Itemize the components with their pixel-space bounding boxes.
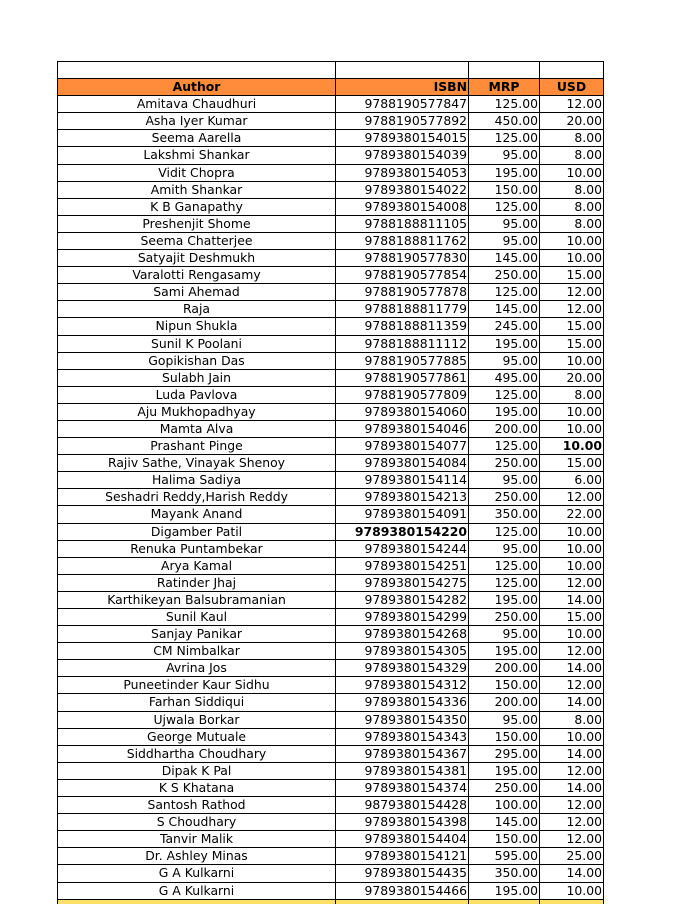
- isbn-cell: 9789380154268: [336, 626, 469, 643]
- usd-cell: 10.00: [540, 728, 604, 745]
- table-row: [58, 420, 604, 437]
- usd-cell: 10.00: [540, 557, 604, 574]
- author-cell: Vidit Chopra: [58, 164, 336, 181]
- table-row: [58, 797, 604, 814]
- footer-cell: [540, 899, 604, 904]
- usd-cell: 20.00: [540, 369, 604, 386]
- isbn-cell: 9789380154367: [336, 745, 469, 762]
- usd-cell: 12.00: [540, 814, 604, 831]
- author-cell: Ratinder Jhaj: [58, 574, 336, 591]
- table-row: [58, 865, 604, 882]
- usd-cell: 12.00: [540, 677, 604, 694]
- isbn-cell: 9789380154398: [336, 814, 469, 831]
- usd-cell: 15.00: [540, 609, 604, 626]
- blank-cell: [469, 62, 540, 79]
- table-row: [58, 643, 604, 660]
- usd-cell: 8.00: [540, 215, 604, 232]
- mrp-cell: 350.00: [469, 506, 540, 523]
- author-cell: Raja: [58, 301, 336, 318]
- author-cell: Seema Aarella: [58, 130, 336, 147]
- mrp-cell: 195.00: [469, 643, 540, 660]
- usd-cell: 8.00: [540, 711, 604, 728]
- author-cell: Siddhartha Choudhary: [58, 745, 336, 762]
- usd-cell: 6.00: [540, 472, 604, 489]
- table-row: [58, 660, 604, 677]
- isbn-cell: 9788190577861: [336, 369, 469, 386]
- author-cell: Sulabh Jain: [58, 369, 336, 386]
- table-row: [58, 574, 604, 591]
- isbn-cell: 9789380154015: [336, 130, 469, 147]
- footer-cell: [58, 899, 336, 904]
- header-usd: USD: [540, 79, 604, 96]
- isbn-cell: 9789380154053: [336, 164, 469, 181]
- author-cell: Santosh Rathod: [58, 797, 336, 814]
- isbn-cell: 9788190577809: [336, 386, 469, 403]
- table-row: [58, 232, 604, 249]
- mrp-cell: 95.00: [469, 215, 540, 232]
- author-cell: Halima Sadiya: [58, 472, 336, 489]
- header-row: [58, 79, 604, 96]
- usd-cell: 12.00: [540, 574, 604, 591]
- footer-cell: [336, 899, 469, 904]
- usd-cell: 10.00: [540, 420, 604, 437]
- usd-cell: 8.00: [540, 198, 604, 215]
- table-row: [58, 369, 604, 386]
- mrp-cell: 295.00: [469, 745, 540, 762]
- mrp-cell: 195.00: [469, 335, 540, 352]
- mrp-cell: 150.00: [469, 728, 540, 745]
- mrp-cell: 350.00: [469, 865, 540, 882]
- isbn-cell: 9789380154091: [336, 506, 469, 523]
- usd-cell: 12.00: [540, 489, 604, 506]
- mrp-cell: 95.00: [469, 711, 540, 728]
- author-cell: Amitava Chaudhuri: [58, 96, 336, 113]
- isbn-cell: 9788190577878: [336, 284, 469, 301]
- mrp-cell: 150.00: [469, 181, 540, 198]
- author-cell: Nipun Shukla: [58, 318, 336, 335]
- isbn-cell: 9789380154312: [336, 677, 469, 694]
- usd-cell: 25.00: [540, 848, 604, 865]
- usd-cell: 10.00: [540, 540, 604, 557]
- isbn-cell: 9789380154022: [336, 181, 469, 198]
- isbn-cell: 9789380154039: [336, 147, 469, 164]
- mrp-cell: 95.00: [469, 232, 540, 249]
- mrp-cell: 195.00: [469, 762, 540, 779]
- table-row: [58, 438, 604, 455]
- table-row: [58, 301, 604, 318]
- mrp-cell: 145.00: [469, 301, 540, 318]
- table-row: [58, 557, 604, 574]
- usd-cell: 10.00: [540, 882, 604, 899]
- isbn-cell: 9788188811762: [336, 232, 469, 249]
- usd-cell: 10.00: [540, 352, 604, 369]
- mrp-cell: 150.00: [469, 677, 540, 694]
- blank-cell: [58, 62, 336, 79]
- mrp-cell: 125.00: [469, 386, 540, 403]
- table-row: [58, 814, 604, 831]
- mrp-cell: 250.00: [469, 455, 540, 472]
- table-row: [58, 181, 604, 198]
- author-cell: G A Kulkarni: [58, 865, 336, 882]
- usd-cell: 20.00: [540, 113, 604, 130]
- isbn-cell: 9789380154466: [336, 882, 469, 899]
- blank-cell: [336, 62, 469, 79]
- table-row: [58, 831, 604, 848]
- author-cell: Sunil Kaul: [58, 609, 336, 626]
- table-row: [58, 386, 604, 403]
- mrp-cell: 200.00: [469, 694, 540, 711]
- usd-cell: 12.00: [540, 831, 604, 848]
- table-row: [58, 779, 604, 796]
- author-cell: Dipak K Pal: [58, 762, 336, 779]
- table-row: [58, 96, 604, 113]
- isbn-cell: 9788190577885: [336, 352, 469, 369]
- table-row: [58, 403, 604, 420]
- usd-cell: 12.00: [540, 96, 604, 113]
- usd-cell: 14.00: [540, 865, 604, 882]
- usd-cell: 10.00: [540, 438, 604, 455]
- table-row: [58, 728, 604, 745]
- table-row: [58, 113, 604, 130]
- mrp-cell: 145.00: [469, 250, 540, 267]
- table-row: [58, 523, 604, 540]
- isbn-cell: 9788188811112: [336, 335, 469, 352]
- header-author: Author: [58, 79, 336, 96]
- table-row: [58, 147, 604, 164]
- author-cell: Dr. Ashley Minas: [58, 848, 336, 865]
- table-row: [58, 250, 604, 267]
- table-row: [58, 540, 604, 557]
- usd-cell: 14.00: [540, 745, 604, 762]
- usd-cell: 8.00: [540, 147, 604, 164]
- usd-cell: 14.00: [540, 660, 604, 677]
- mrp-cell: 200.00: [469, 660, 540, 677]
- author-cell: Seshadri Reddy,Harish Reddy: [58, 489, 336, 506]
- table-row: [58, 506, 604, 523]
- isbn-cell: 9789380154046: [336, 420, 469, 437]
- mrp-cell: 595.00: [469, 848, 540, 865]
- footer-cell: [469, 899, 540, 904]
- mrp-cell: 125.00: [469, 557, 540, 574]
- mrp-cell: 195.00: [469, 403, 540, 420]
- table-row: [58, 745, 604, 762]
- author-cell: Sunil K Poolani: [58, 335, 336, 352]
- mrp-cell: 95.00: [469, 626, 540, 643]
- isbn-cell: 9788188811359: [336, 318, 469, 335]
- author-cell: Digamber Patil: [58, 523, 336, 540]
- mrp-cell: 125.00: [469, 198, 540, 215]
- isbn-cell: 9789380154114: [336, 472, 469, 489]
- isbn-cell: 9789380154350: [336, 711, 469, 728]
- usd-cell: 12.00: [540, 762, 604, 779]
- isbn-cell: 9789380154343: [336, 728, 469, 745]
- isbn-cell: 9788190577854: [336, 267, 469, 284]
- isbn-cell: 9789380154008: [336, 198, 469, 215]
- mrp-cell: 95.00: [469, 352, 540, 369]
- mrp-cell: 145.00: [469, 814, 540, 831]
- author-cell: Luda Pavlova: [58, 386, 336, 403]
- isbn-cell: 9788190577847: [336, 96, 469, 113]
- author-cell: Seema Chatterjee: [58, 232, 336, 249]
- mrp-cell: 495.00: [469, 369, 540, 386]
- usd-cell: 15.00: [540, 335, 604, 352]
- isbn-cell: 9789380154305: [336, 643, 469, 660]
- isbn-cell: 9789380154084: [336, 455, 469, 472]
- mrp-cell: 100.00: [469, 797, 540, 814]
- table-row: [58, 762, 604, 779]
- usd-cell: 14.00: [540, 694, 604, 711]
- author-cell: Varalotti Rengasamy: [58, 267, 336, 284]
- usd-cell: 12.00: [540, 284, 604, 301]
- usd-cell: 10.00: [540, 250, 604, 267]
- table-row: [58, 711, 604, 728]
- table-row: [58, 335, 604, 352]
- author-cell: S Choudhary: [58, 814, 336, 831]
- table-row: [58, 215, 604, 232]
- usd-cell: 12.00: [540, 643, 604, 660]
- isbn-cell: 9789380154244: [336, 540, 469, 557]
- isbn-cell: 9789380154220: [336, 523, 469, 540]
- isbn-cell: 9789380154121: [336, 848, 469, 865]
- author-cell: Puneetinder Kaur Sidhu: [58, 677, 336, 694]
- table-row: [58, 455, 604, 472]
- usd-cell: 15.00: [540, 267, 604, 284]
- table-row: [58, 472, 604, 489]
- price-list-table: [57, 61, 604, 904]
- author-cell: Mamta Alva: [58, 420, 336, 437]
- table-row: [58, 882, 604, 899]
- author-cell: CM Nimbalkar: [58, 643, 336, 660]
- author-cell: Rajiv Sathe, Vinayak Shenoy: [58, 455, 336, 472]
- author-cell: Ujwala Borkar: [58, 711, 336, 728]
- mrp-cell: 450.00: [469, 113, 540, 130]
- isbn-cell: 9789380154275: [336, 574, 469, 591]
- isbn-cell: 9788188811105: [336, 215, 469, 232]
- author-cell: Avrina Jos: [58, 660, 336, 677]
- isbn-cell: 9789380154435: [336, 865, 469, 882]
- author-cell: Aju Mukhopadhyay: [58, 403, 336, 420]
- isbn-cell: 9789380154336: [336, 694, 469, 711]
- mrp-cell: 245.00: [469, 318, 540, 335]
- mrp-cell: 125.00: [469, 130, 540, 147]
- author-cell: Satyajit Deshmukh: [58, 250, 336, 267]
- mrp-cell: 125.00: [469, 574, 540, 591]
- table-row: [58, 626, 604, 643]
- isbn-cell: 9789380154374: [336, 779, 469, 796]
- mrp-cell: 250.00: [469, 609, 540, 626]
- isbn-cell: 9789380154282: [336, 591, 469, 608]
- usd-cell: 10.00: [540, 626, 604, 643]
- table-row: [58, 130, 604, 147]
- table-row: [58, 848, 604, 865]
- table-row: [58, 352, 604, 369]
- mrp-cell: 125.00: [469, 438, 540, 455]
- table-row: [58, 694, 604, 711]
- usd-cell: 15.00: [540, 318, 604, 335]
- mrp-cell: 125.00: [469, 523, 540, 540]
- table-row: [58, 318, 604, 335]
- author-cell: Gopikishan Das: [58, 352, 336, 369]
- usd-cell: 8.00: [540, 386, 604, 403]
- usd-cell: 10.00: [540, 164, 604, 181]
- usd-cell: 14.00: [540, 591, 604, 608]
- mrp-cell: 95.00: [469, 540, 540, 557]
- author-cell: Arya Kamal: [58, 557, 336, 574]
- table-row: [58, 677, 604, 694]
- usd-cell: 12.00: [540, 301, 604, 318]
- price-list-body: [58, 62, 604, 904]
- author-cell: K B Ganapathy: [58, 198, 336, 215]
- usd-cell: 8.00: [540, 181, 604, 198]
- usd-cell: 12.00: [540, 797, 604, 814]
- isbn-cell: 9788190577892: [336, 113, 469, 130]
- author-cell: Renuka Puntambekar: [58, 540, 336, 557]
- table-row: [58, 284, 604, 301]
- mrp-cell: 95.00: [469, 472, 540, 489]
- author-cell: G A Kulkarni: [58, 882, 336, 899]
- usd-cell: 15.00: [540, 455, 604, 472]
- author-cell: Farhan Siddiqui: [58, 694, 336, 711]
- isbn-cell: 9788188811779: [336, 301, 469, 318]
- mrp-cell: 250.00: [469, 489, 540, 506]
- isbn-cell: 9789380154329: [336, 660, 469, 677]
- isbn-cell: 9789380154213: [336, 489, 469, 506]
- footer-row: [58, 899, 604, 904]
- mrp-cell: 200.00: [469, 420, 540, 437]
- author-cell: K S Khatana: [58, 779, 336, 796]
- header-isbn: ISBN: [336, 79, 469, 96]
- usd-cell: 10.00: [540, 403, 604, 420]
- author-cell: Sanjay Panikar: [58, 626, 336, 643]
- table-row: [58, 198, 604, 215]
- usd-cell: 10.00: [540, 523, 604, 540]
- isbn-cell: 9879380154428: [336, 797, 469, 814]
- isbn-cell: 9789380154060: [336, 403, 469, 420]
- mrp-cell: 195.00: [469, 591, 540, 608]
- mrp-cell: 125.00: [469, 96, 540, 113]
- author-cell: Preshenjit Shome: [58, 215, 336, 232]
- author-cell: Lakshmi Shankar: [58, 147, 336, 164]
- author-cell: Prashant Pinge: [58, 438, 336, 455]
- isbn-cell: 9789380154251: [336, 557, 469, 574]
- author-cell: Karthikeyan Balsubramanian: [58, 591, 336, 608]
- usd-cell: 14.00: [540, 779, 604, 796]
- author-cell: Sami Ahemad: [58, 284, 336, 301]
- isbn-cell: 9789380154404: [336, 831, 469, 848]
- author-cell: George Mutuale: [58, 728, 336, 745]
- mrp-cell: 150.00: [469, 831, 540, 848]
- usd-cell: 10.00: [540, 232, 604, 249]
- table-row: [58, 489, 604, 506]
- table-row: [58, 164, 604, 181]
- mrp-cell: 195.00: [469, 882, 540, 899]
- mrp-cell: 125.00: [469, 284, 540, 301]
- isbn-cell: 9789380154077: [336, 438, 469, 455]
- header-mrp: MRP: [469, 79, 540, 96]
- mrp-cell: 250.00: [469, 267, 540, 284]
- table-row: [58, 591, 604, 608]
- isbn-cell: 9788190577830: [336, 250, 469, 267]
- isbn-cell: 9789380154381: [336, 762, 469, 779]
- table-row: [58, 609, 604, 626]
- table-row: [58, 267, 604, 284]
- author-cell: Tanvir Malik: [58, 831, 336, 848]
- author-cell: Amith Shankar: [58, 181, 336, 198]
- mrp-cell: 95.00: [469, 147, 540, 164]
- mrp-cell: 250.00: [469, 779, 540, 796]
- author-cell: Asha Iyer Kumar: [58, 113, 336, 130]
- isbn-cell: 9789380154299: [336, 609, 469, 626]
- mrp-cell: 195.00: [469, 164, 540, 181]
- usd-cell: 22.00: [540, 506, 604, 523]
- blank-row: [58, 62, 604, 79]
- blank-cell: [540, 62, 604, 79]
- author-cell: Mayank Anand: [58, 506, 336, 523]
- usd-cell: 8.00: [540, 130, 604, 147]
